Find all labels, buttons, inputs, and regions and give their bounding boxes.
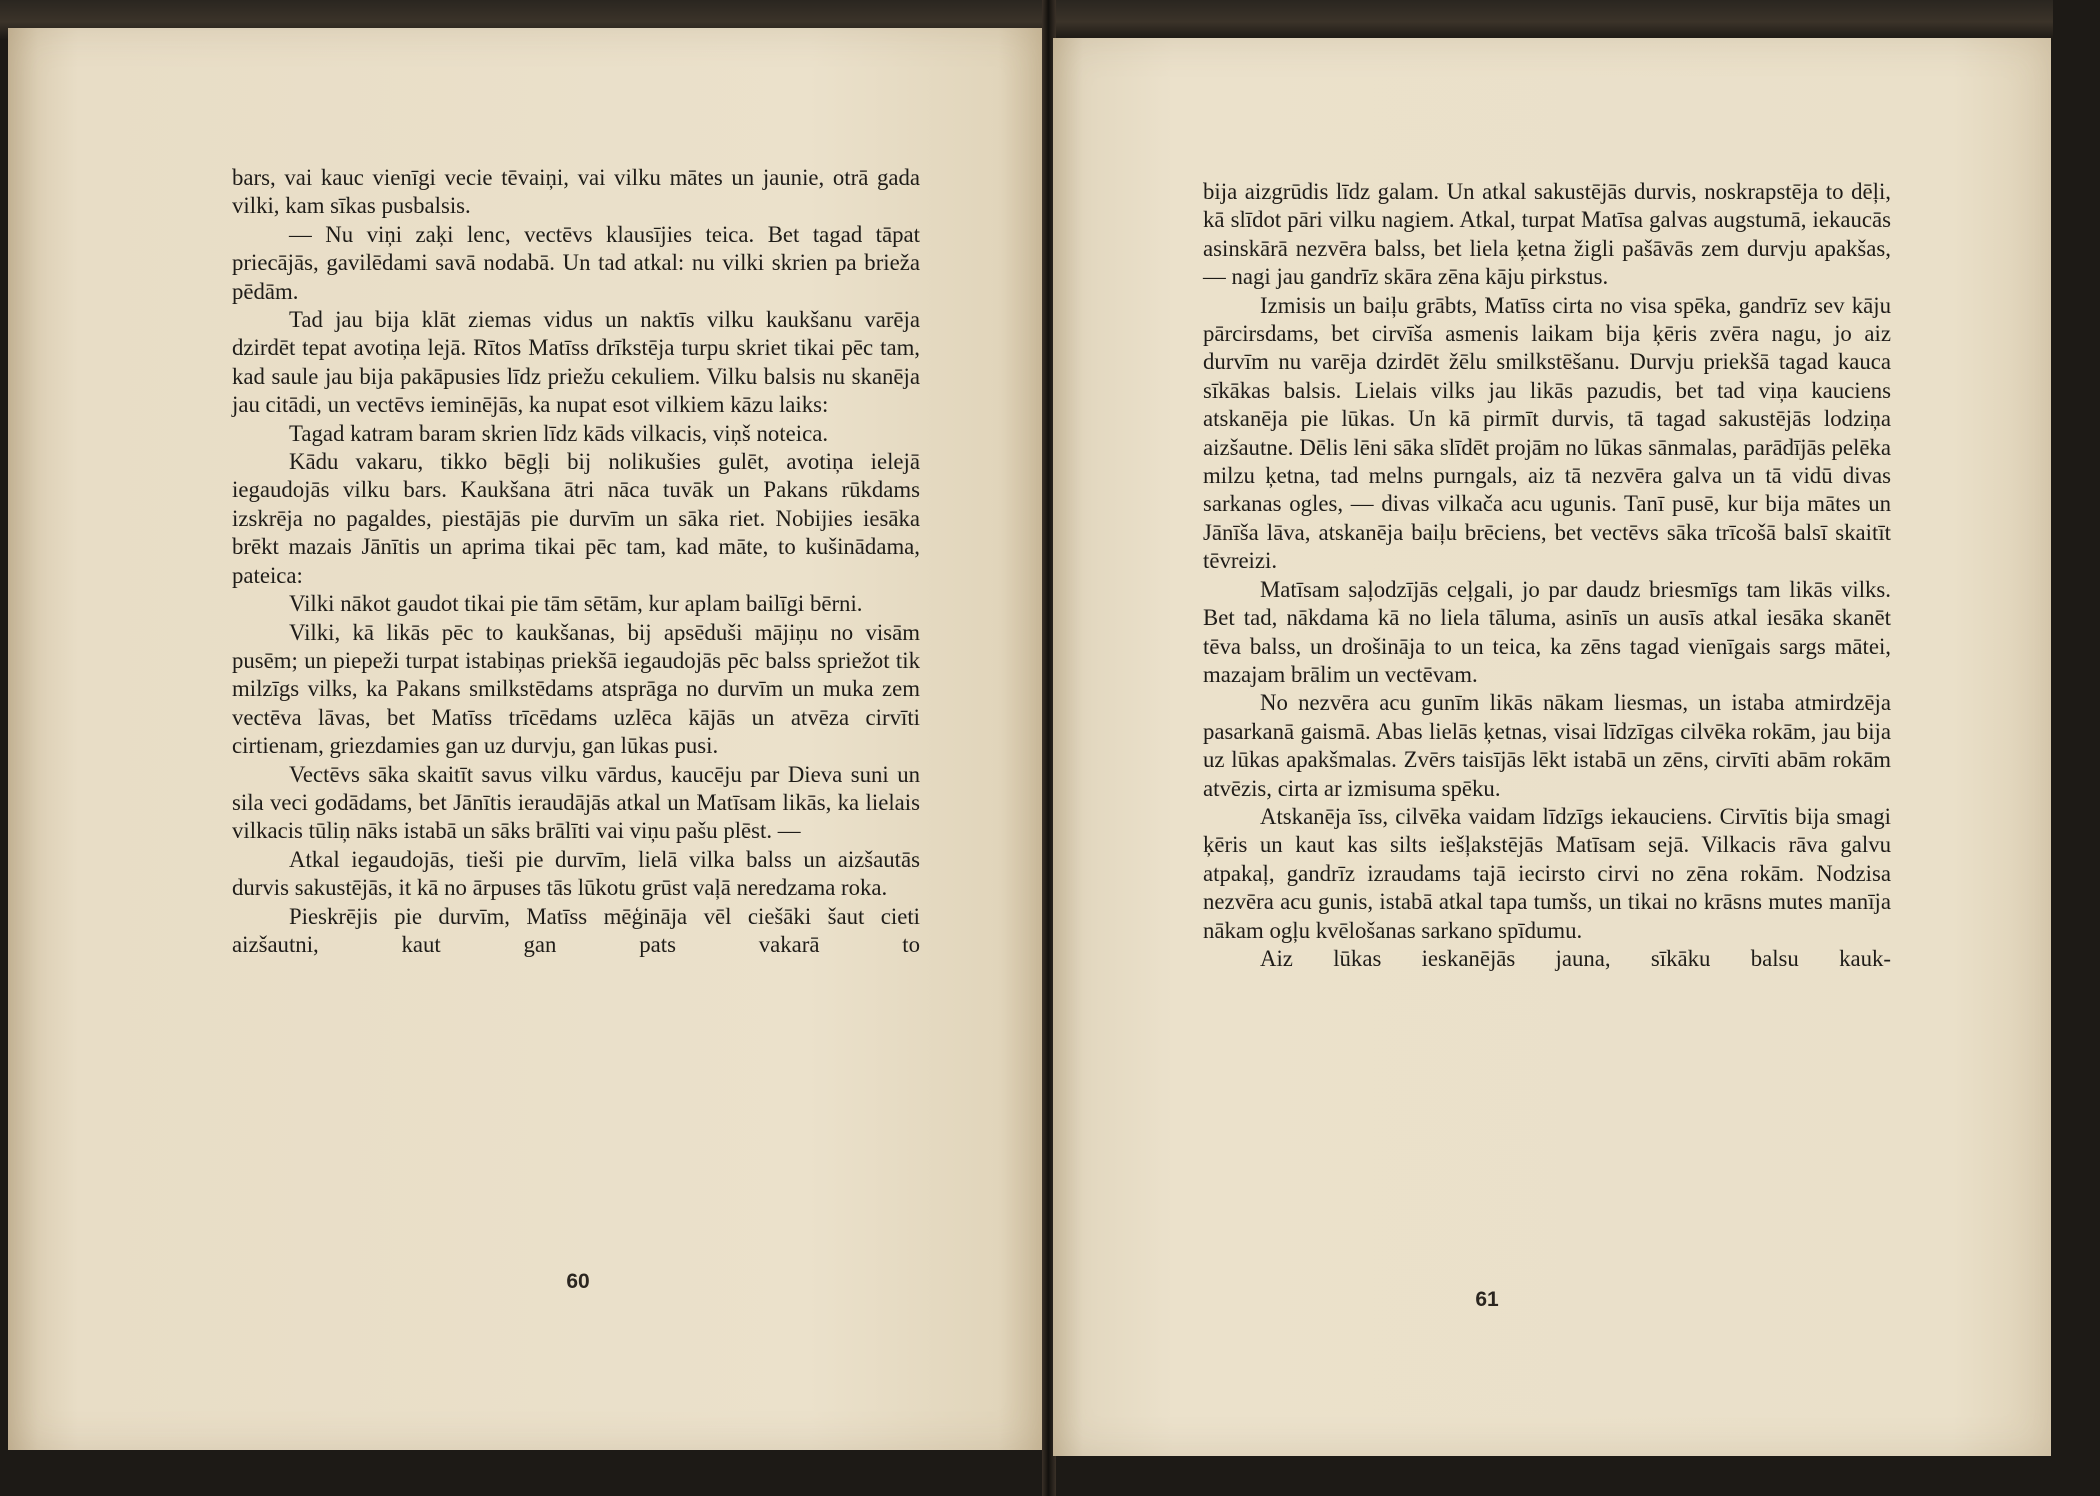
paragraph: No nezvēra acu gunīm likās nākam liesmas, un istaba atmirdzēja pasarkanā gaismā. Abas lielās ķetnas, visai līdzīgas cilvēka rokām, jau bija uz lūkas apakšmalas. Zvērs taisījās lēkt istabā un zēns, cirvīti abām rokām atvēzis, cirta ar izmisuma spēku. (1203, 690, 1891, 801)
paragraph: bars, vai kauc vienīgi vecie tēvaiņi, vai vilku mātes un jaunie, otrā gada vilki, kam sīkas pusbalsis. (232, 165, 920, 219)
paragraph: Tagad katram baram skrien līdz kāds vilkacis, viņš noteica. (289, 420, 829, 446)
left-page-number: 60 (566, 1270, 590, 1293)
left-page-text (232, 164, 920, 959)
paragraph: Aiz lūkas ieskanējās jauna, sīkāku balsu kauk- (1260, 945, 1891, 971)
book-cover-edge-right (1053, 0, 2053, 40)
paragraph: bija aizgrūdis līdz galam. Un atkal sakustējās durvis, noskrapstēja to dēļi, kā slīdot pāri vilku nagiem. Atkal, turpat Matīsa galvas augstumā, iekaucās asinskārā nezvēra balss, bet liela ķetna žigli pašāvās zem durvju apakšas, — nagi jau gandrīz skāra zēna kāju pirkstus. (1203, 179, 1891, 290)
paragraph: Kādu vakaru, tikko bēgļi bij nolikušies gulēt, avotiņa ielejā iegaudojās vilku bars. Kaukšana ātri nāca tuvāk un Pakans rūkdams izskrēja no pagaldes, piestājās pie durvīm un sāka riet. Nobijies iesāka brēkt mazais Jānītis un aprima tikai pēc tam, kad māte, to kušinādama, pateica: (232, 449, 920, 588)
paragraph: — Nu viņi zaķi lenc, vectēvs klausījies teica. Bet tagad tāpat priecājās, gavilēdami savā nodabā. Un tad atkal: nu vilki skrien pa brieža pēdām. (232, 221, 920, 304)
paragraph: Vilki nākot gaudot tikai pie tām sētām, kur aplam bailīgi bērni. (289, 591, 863, 617)
paragraph: Atkal iegaudojās, tieši pie durvīm, lielā vilka balss un aizšautās durvis sakustējās, it kā no ārpuses tās lūkotu grūst vaļā neredzama roka. (232, 846, 920, 901)
right-page-number: 61 (1475, 1288, 1499, 1311)
right-page-text (1203, 178, 1891, 973)
right-page (1053, 38, 2051, 1456)
paragraph: Vectēvs sāka skaitīt savus vilku vārdus, kaucēju par Dieva suni un sila veci godādams, bet Jānītis ieraudājās atkal un Matīsam likās, ka lielais vilkacis tūliņ nāks istabā un sāks brālīti vai viņu pašu plēst. — (232, 761, 920, 844)
left-page (8, 28, 1045, 1450)
paragraph: Matīsam saļodzījās ceļgali, jo par daudz briesmīgs tam likās vilks. Bet tad, nākdama kā no liela tāluma, asinīs un ausīs atkal iesāka skanēt tēva balss, un drošināja to un teica, ka zēns tagad vienīgais sargs mātei, mazajam brālim un vectēvam. (1203, 576, 1891, 687)
paragraph: Pieskrējis pie durvīm, Matīss mēģināja vēl ciešāki šaut cieti aizšautni, kaut gan pats vakarā to (232, 903, 920, 957)
paragraph: Izmisis un baiļu grābts, Matīss cirta no visa spēka, gandrīz sev kāju pārcirsdams, bet cirvīša asmenis laikam bija ķēris zvēra nagu, jo aiz durvīm nu varēja dzirdēt žēlu smilkstēšanu. Durvju priekšā tagad kauca sīkākas balsis. Lielais vilks jau likās pazudis, bet tad viņa kauciens atskanēja pie lūkas. Un kā pirmīt durvis, tā tagad sakustējās lodziņa aizšautne. Dēlis lēni sāka slīdēt projām no lūkas sānmalas, parādījās pelēka milzu ķetna, tad melns purngals, aiz tā nezvēra galva un tā vidū divas sarkanas ogles, — divas vilkača acu ugunis. Tanī pusē, kur bija mātes un Jānīša lāva, atskanēja baiļu brēciens, bet vectēvs sāka trīcošā balsī skaitīt tēvreizi. (1203, 292, 1891, 574)
paragraph: Atskanēja īss, cilvēka vaidam līdzīgs iekauciens. Cirvītis bija smagi ķēris un kaut kas silts iešļakstējās Matīsam sejā. Vilkacis rāva galvu atpakaļ, gandrīz izraudams tajā iecirsto cirvi no zēna rokām. Nodzisa nezvēra acu gunis, istabā atkal tapa tumšs, un tikai no krāsns mutes manīja nākam ogļu kvēlošanas sarkano spīdumu. (1203, 803, 1891, 943)
paragraph: Vilki, kā likās pēc to kaukšanas, bij apsēduši mājiņu no visām pusēm; un piepeži turpat istabiņas priekšā iegaudojās pēc balss spriežot tik milzīgs vilks, ka Pakans smilkstēdams atsprāga no durvīm un muka zem vectēva lāvas, bet Matīss trīcēdams uzlēca kājās un atvēza cirvīti cirtienam, griezdamies gan uz durvju, gan lūkas pusi. (232, 619, 920, 759)
paragraph: Tad jau bija klāt ziemas vidus un naktīs vilku kaukšanu varēja dzirdēt tepat avotiņa lejā. Rītos Matīss drīkstēja turpu skriet tikai pēc tam, kad saule jau bija pakāpusies līdz priežu cekuliem. Vilku balsis nu skanēja jau citādi, un vectēvs ieminējās, ka nupat esot vilkiem kāzu laiks: (232, 307, 920, 418)
